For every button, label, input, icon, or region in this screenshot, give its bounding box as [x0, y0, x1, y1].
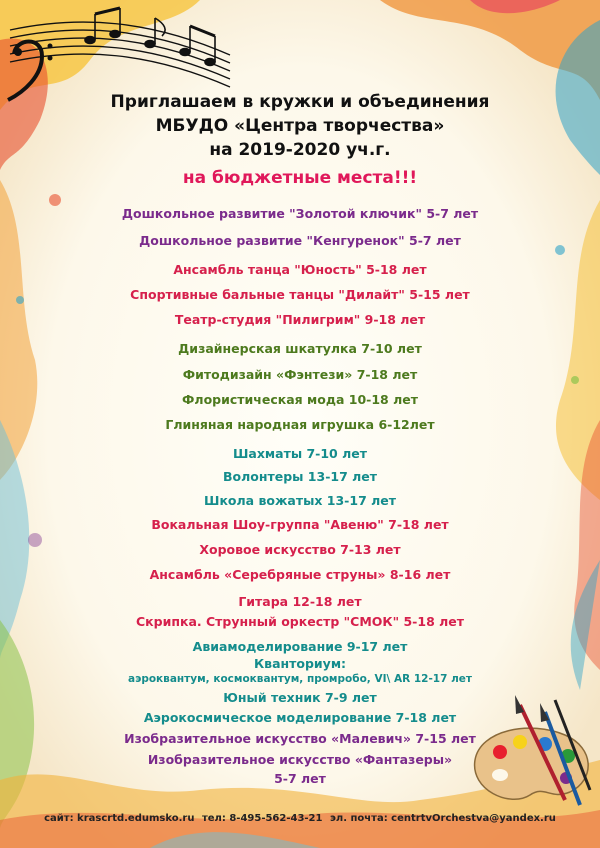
email-link[interactable]: эл. почта: centrtvOrchestva@yandex.ru	[329, 813, 556, 824]
list-item: Школа вожатых 13-17 лет	[204, 493, 396, 508]
list-item: Спортивные бальные танцы "Дилайт" 5-15 лет	[130, 287, 470, 302]
list-item: Аэрокосмическое моделирование 7-18 лет	[143, 710, 457, 725]
list-item: Флористическая мода 10-18 лет	[182, 392, 418, 407]
list-item: Кванториум:	[253, 656, 347, 671]
list-item: Изобразительное искусство «Малевич» 7-15 лет	[124, 731, 476, 746]
list-item: Глиняная народная игрушка 6-12лет	[165, 417, 435, 432]
list-item: Ансамбль танца "Юность" 5-18 лет	[173, 262, 427, 277]
list-item: Театр-студия "Пилигрим" 9-18 лет	[174, 312, 426, 327]
list-item: Авиамоделирование 9-17 лет	[192, 639, 408, 654]
list-item: аэроквантум, космоквантум, промробо, VI\ AR 12-17 лет	[128, 673, 472, 685]
list-item: Шахматы 7-10 лет	[232, 446, 367, 461]
list-item: Хоровое искусство 7-13 лет	[199, 542, 401, 557]
list-item: 5-7 лет	[274, 771, 326, 786]
header-line-2: МБУДО «Центра творчества»	[155, 116, 445, 136]
list-item: Фитодизайн «Фэнтези» 7-18 лет	[182, 367, 418, 382]
list-item: Волонтеры 13-17 лет	[222, 469, 378, 484]
header-line-1: Приглашаем в кружки и объединения	[110, 92, 490, 112]
list-item: Вокальная Шоу-группа "Авеню" 7-18 лет	[151, 517, 449, 532]
contact-footer	[0, 813, 600, 824]
list-item: Гитара 12-18 лет	[238, 594, 362, 609]
budget-banner: на бюджетные места!!!	[182, 168, 418, 188]
list-item: Изобразительное искусство «Фантазеры»	[147, 752, 453, 767]
phone-number: тел: 8-495-562-43-21	[201, 813, 323, 824]
list-item: Скрипка. Струнный оркестр "СМОК" 5-18 лет	[135, 614, 464, 629]
list-item: Дошкольное развитие "Кенгуренок" 5-7 лет	[139, 233, 461, 248]
header-line-3: на 2019-2020 уч.г.	[209, 140, 391, 160]
list-item: Юный техник 7-9 лет	[223, 690, 377, 705]
list-item: Ансамбль «Серебряные струны» 8-16 лет	[149, 567, 451, 582]
list-item: Дошкольное развитие "Золотой ключик" 5-7 лет	[121, 206, 479, 221]
list-item: Дизайнерская шкатулка 7-10 лет	[178, 341, 422, 356]
website-link[interactable]: сайт: krascrtd.edumsko.ru	[44, 813, 195, 824]
